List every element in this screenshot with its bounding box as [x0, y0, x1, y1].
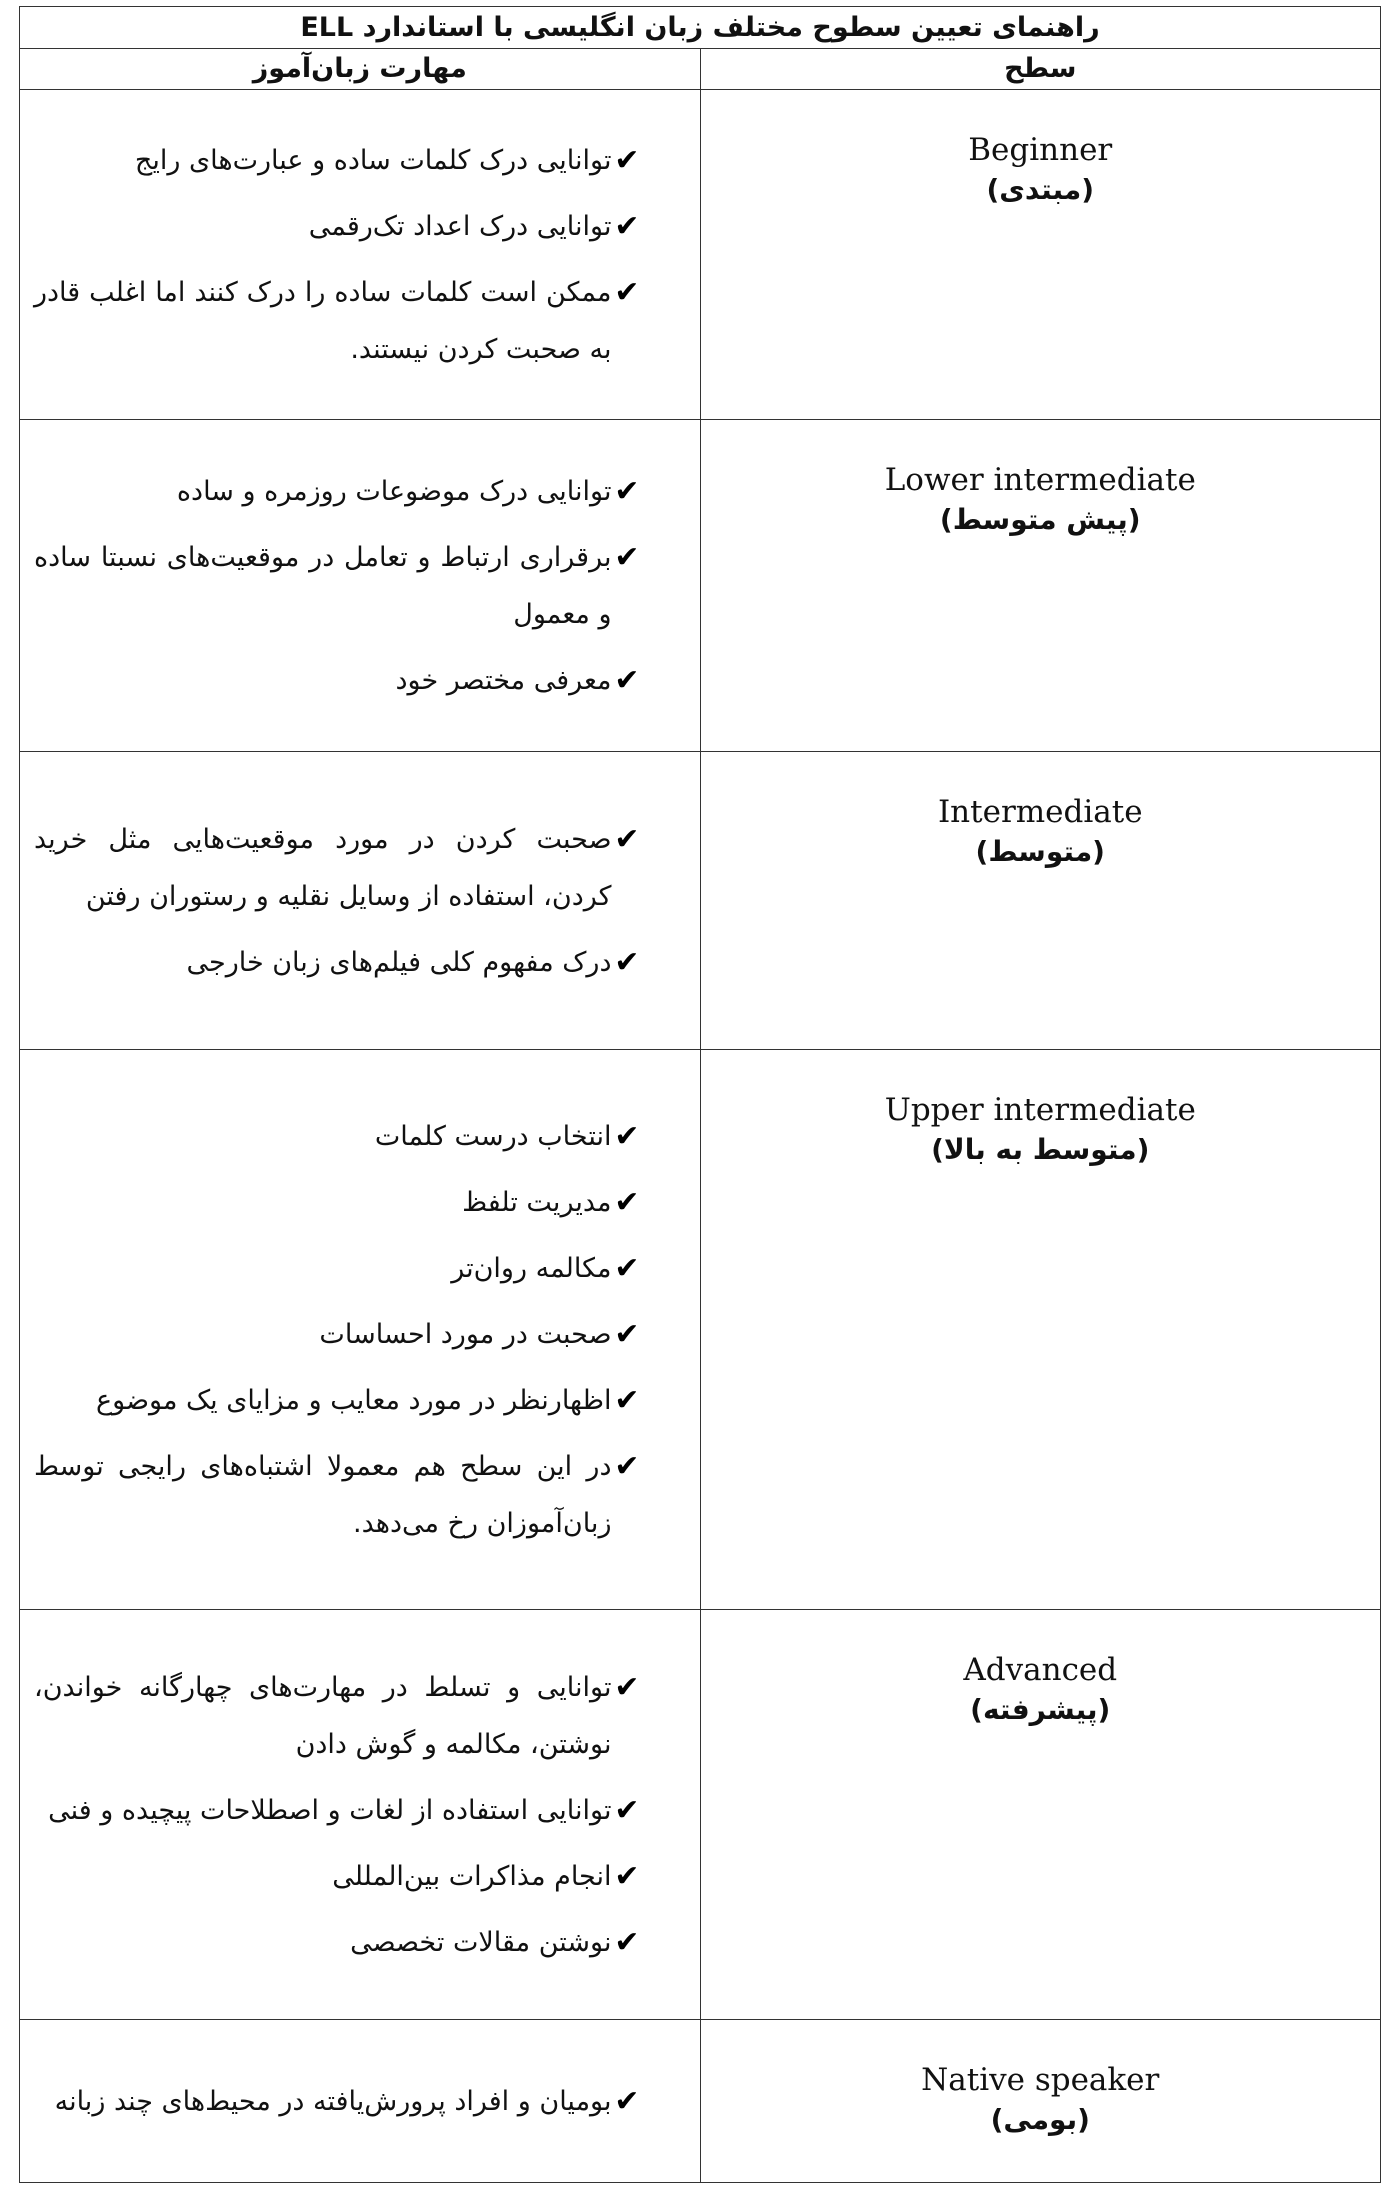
ell-levels-table: [19, 6, 1381, 2183]
level-name-english: Upper intermediate: [884, 1092, 1196, 1128]
list-item: [34, 1306, 686, 1363]
skill-text: انتخاب درست کلمات: [374, 1120, 612, 1152]
check-mark-icon: ✔: [614, 2083, 640, 2119]
list-item: [34, 1848, 686, 1905]
level-name-persian: (بومی): [990, 2103, 1090, 2136]
level-name-persian: (متوسط): [975, 835, 1105, 868]
skill-text: صحبت در مورد احساسات: [319, 1318, 612, 1350]
check-mark-icon: ✔: [614, 1118, 640, 1154]
check-mark-icon: ✔: [614, 1382, 640, 1418]
list-item: [34, 1914, 686, 1971]
list-item: [34, 1372, 686, 1429]
list-item: [34, 2073, 686, 2130]
skill-text: صحبت کردن در مورد موقعیت‌هایی مثل خرید کردن، استفاده از وسایل نقلیه و رستوران رفتن: [34, 823, 612, 912]
skill-text: مکالمه روان‌تر: [451, 1252, 612, 1284]
check-mark-icon: ✔: [614, 944, 640, 980]
table-body: [20, 90, 1381, 2183]
list-item: [34, 1438, 686, 1552]
check-mark-icon: ✔: [614, 142, 640, 178]
check-mark-icon: ✔: [614, 1858, 640, 1894]
list-item: [34, 198, 686, 255]
skill-text: توانایی استفاده از لغات و اصطلاحات پیچیده و فنی: [48, 1794, 612, 1826]
skills-cell: [20, 2020, 701, 2183]
skill-text: توانایی و تسلط در مهارت‌های چهارگانه خواندن، نوشتن، مکالمه و گوش دادن: [34, 1671, 612, 1760]
level-name-persian: (پیشرفته): [970, 1693, 1111, 1726]
skill-text: درک مفهوم کلی فیلم‌های زبان خارجی: [186, 946, 612, 978]
skill-text: در این سطح هم معمولا اشتباه‌های رایجی توسط زبان‌آموزان رخ می‌دهد.: [34, 1450, 612, 1539]
skills-list: [34, 132, 686, 378]
check-mark-icon: ✔: [614, 473, 640, 509]
check-mark-icon: ✔: [614, 1448, 640, 1484]
column-header-level: سطح: [700, 49, 1381, 90]
level-name-english: Beginner: [968, 132, 1113, 168]
skills-cell: [20, 752, 701, 1050]
level-cell: [700, 2020, 1381, 2183]
skills-list: [34, 1659, 686, 1971]
list-item: [34, 811, 686, 925]
table-row: [20, 2020, 1381, 2183]
list-item: [34, 652, 686, 709]
level-cell: [700, 752, 1381, 1050]
list-item: [34, 132, 686, 189]
skills-cell: [20, 90, 701, 420]
column-header-skills: مهارت زبان‌آموز: [20, 49, 701, 90]
skill-text: اظهارنظر در مورد معایب و مزایای یک موضوع: [96, 1384, 612, 1416]
skill-text: توانایی درک موضوعات روزمره و ساده: [176, 475, 612, 507]
level-name-persian: (مبتدی): [986, 173, 1095, 206]
skill-text: برقراری ارتباط و تعامل در موقعیت‌های نسبتا ساده و معمول: [34, 541, 612, 630]
level-name-persian: (پیش متوسط): [939, 503, 1141, 536]
skills-cell: [20, 1610, 701, 2020]
check-mark-icon: ✔: [614, 662, 640, 698]
table-row: [20, 1610, 1381, 2020]
level-cell: [700, 1050, 1381, 1610]
list-item: [34, 934, 686, 991]
check-mark-icon: ✔: [614, 208, 640, 244]
skill-text: انجام مذاکرات بین‌المللی: [332, 1860, 612, 1892]
list-item: [34, 1108, 686, 1165]
skills-cell: [20, 1050, 701, 1610]
skill-text: نوشتن مقالات تخصصی: [350, 1926, 612, 1958]
table-row: [20, 1050, 1381, 1610]
level-name-persian: (متوسط به بالا): [931, 1133, 1150, 1166]
check-mark-icon: ✔: [614, 1669, 640, 1705]
check-mark-icon: ✔: [614, 1924, 640, 1960]
skills-cell: [20, 420, 701, 752]
list-item: [34, 1240, 686, 1297]
skill-text: توانایی درک اعداد تک‌رقمی: [308, 210, 612, 242]
level-name-english: Native speaker: [921, 2062, 1160, 2098]
level-name-english: Advanced: [963, 1652, 1118, 1688]
skill-text: ممکن است کلمات ساده را درک کنند اما اغلب قادر به صحبت کردن نیستند.: [34, 276, 612, 365]
level-name-english: Intermediate: [937, 794, 1143, 830]
skills-list: [34, 1108, 686, 1552]
level-cell: [700, 420, 1381, 752]
skill-text: بومیان و افراد پرورش‌یافته در محیط‌های چند زبانه: [54, 2085, 612, 2117]
skills-list: [34, 811, 686, 991]
title-row: [20, 7, 1381, 49]
table-row: [20, 752, 1381, 1050]
check-mark-icon: ✔: [614, 1184, 640, 1220]
table-row: [20, 420, 1381, 752]
check-mark-icon: ✔: [614, 821, 640, 857]
check-mark-icon: ✔: [614, 1250, 640, 1286]
header-row: [20, 49, 1381, 90]
table-title: راهنمای تعیین سطوح مختلف زبان انگلیسی با استاندارد ELL: [20, 7, 1381, 49]
skill-text: توانایی درک کلمات ساده و عبارت‌های رایج: [134, 144, 612, 176]
level-cell: [700, 90, 1381, 420]
check-mark-icon: ✔: [614, 539, 640, 575]
list-item: [34, 264, 686, 378]
list-item: [34, 1174, 686, 1231]
skills-list: [34, 2073, 686, 2130]
list-item: [34, 463, 686, 520]
level-cell: [700, 1610, 1381, 2020]
level-name-english: Lower intermediate: [884, 462, 1196, 498]
check-mark-icon: ✔: [614, 274, 640, 310]
skills-list: [34, 463, 686, 709]
skill-text: معرفی مختصر خود: [395, 664, 612, 696]
check-mark-icon: ✔: [614, 1316, 640, 1352]
list-item: [34, 529, 686, 643]
list-item: [34, 1782, 686, 1839]
table-row: [20, 90, 1381, 420]
skill-text: مدیریت تلفظ: [462, 1186, 612, 1218]
list-item: [34, 1659, 686, 1773]
check-mark-icon: ✔: [614, 1792, 640, 1828]
